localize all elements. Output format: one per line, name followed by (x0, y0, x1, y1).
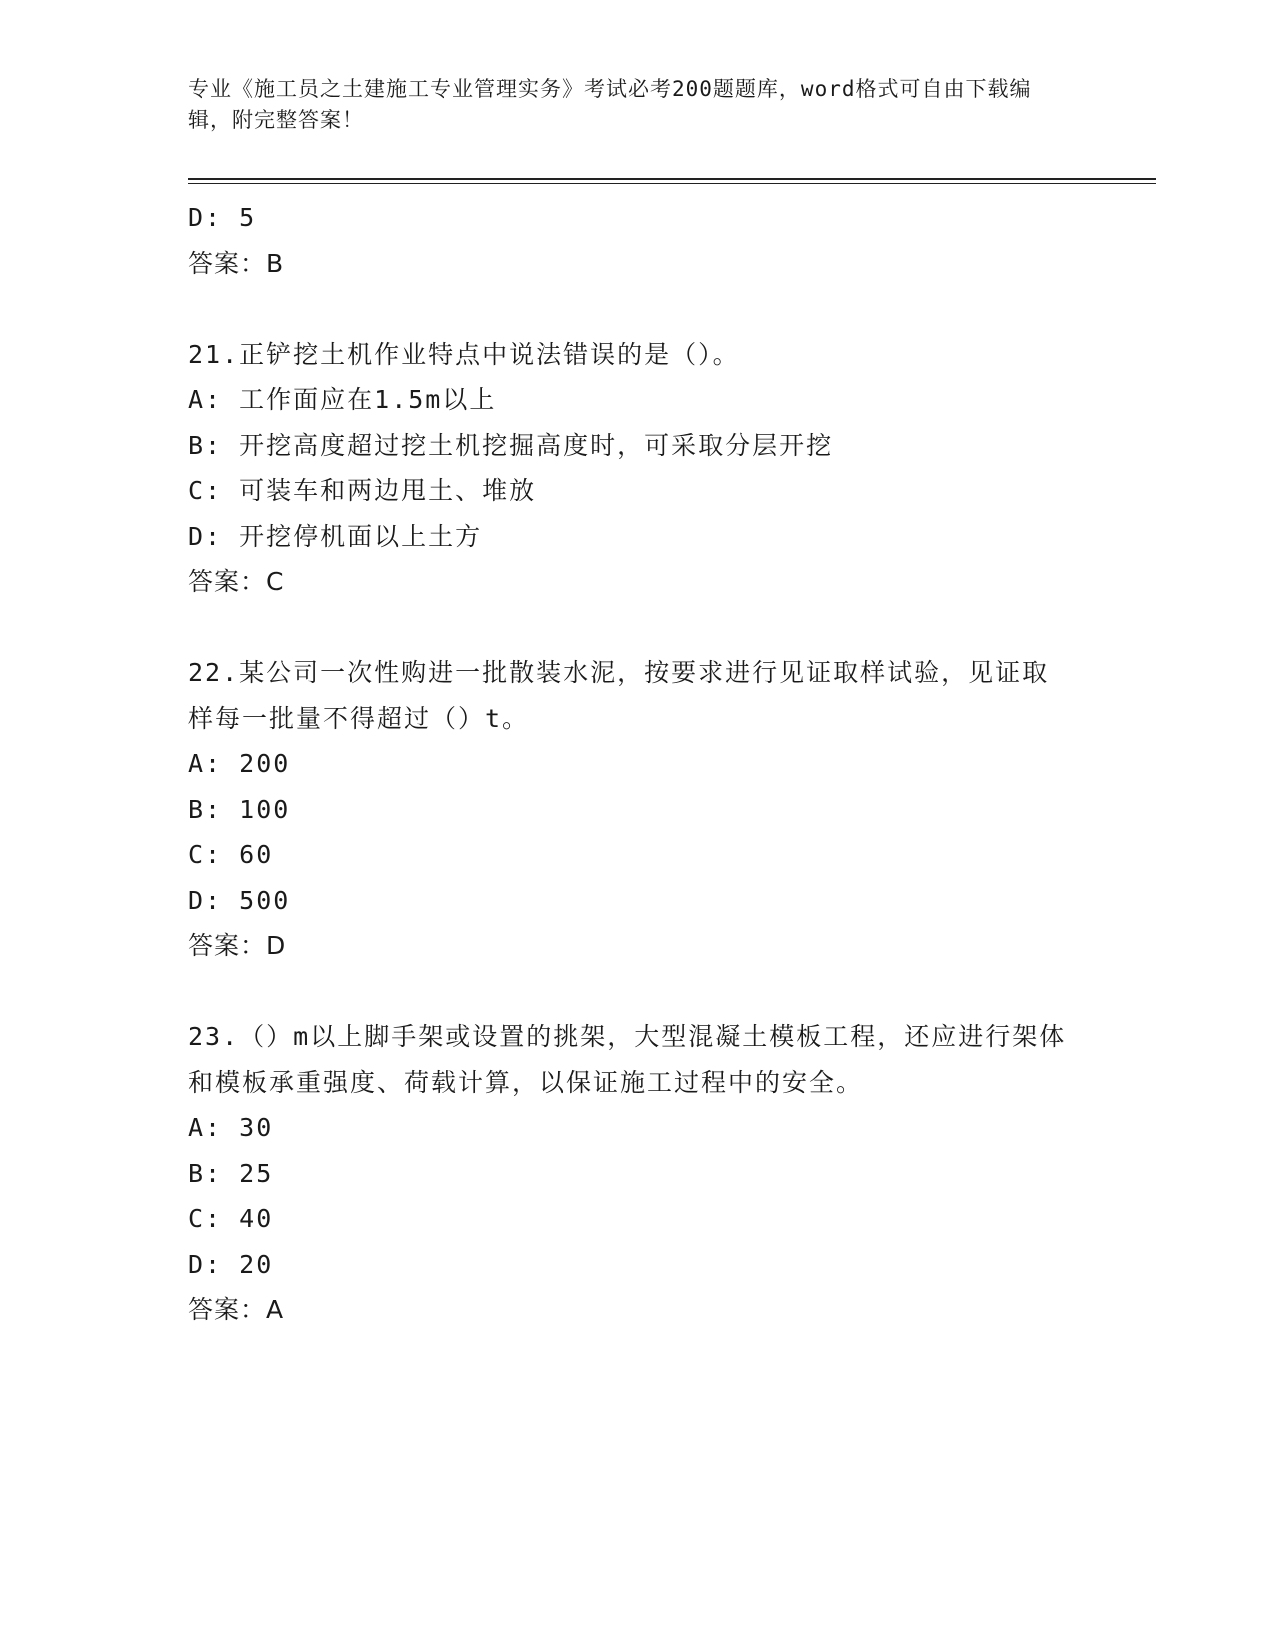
option-a: A: 30 (188, 1113, 274, 1142)
answer-line: 答案：A (188, 1295, 285, 1324)
option-c: C: 可装车和两边甩土、堆放 (188, 476, 537, 505)
answer-line: 答案：C (188, 567, 285, 596)
spacer (188, 286, 1068, 332)
header-rule-thick (188, 178, 1156, 180)
question-21 (188, 332, 1068, 605)
question-23 (188, 1014, 1068, 1333)
carryover-answer: 答案：B (188, 248, 285, 278)
option-c: C: 60 (188, 840, 274, 869)
spacer (188, 969, 1068, 1015)
option-d: D: 20 (188, 1249, 274, 1279)
option-a: A: 工作面应在1.5m以上 (188, 385, 497, 414)
question-stem: 23.（）m以上脚手架或设置的挑架，大型混凝土模板工程，还应进行架体和模板承重强度、荷载计算，以保证施工过程中的安全。 (188, 1022, 1067, 1097)
page-header: 专业《施工员之土建施工专业管理实务》考试必考200题题库，word格式可自由下载编辑，附完整答案！ (188, 77, 1032, 132)
option-b: B: 100 (188, 794, 291, 824)
answer-line: 答案：D (188, 931, 287, 960)
option-d: D: 开挖停机面以上土方 (188, 521, 483, 551)
question-stem: 22.某公司一次性购进一批散装水泥，按要求进行见证取样试验，见证取样每一批量不得超过（）t。 (188, 658, 1050, 733)
question-stem: 21.正铲挖土机作业特点中说法错误的是（）。 (188, 339, 740, 369)
option-a: A: 200 (188, 749, 291, 778)
question-22 (188, 650, 1068, 969)
option-b: B: 开挖高度超过挖土机挖掘高度时，可采取分层开挖 (188, 430, 834, 460)
carryover-option-d: D: 5 (188, 203, 257, 232)
header-rule-thin (188, 183, 1156, 184)
option-c: C: 40 (188, 1204, 274, 1233)
option-b: B: 25 (188, 1158, 274, 1188)
spacer (188, 605, 1068, 651)
question-list (188, 195, 1068, 1333)
option-d: D: 500 (188, 885, 291, 915)
